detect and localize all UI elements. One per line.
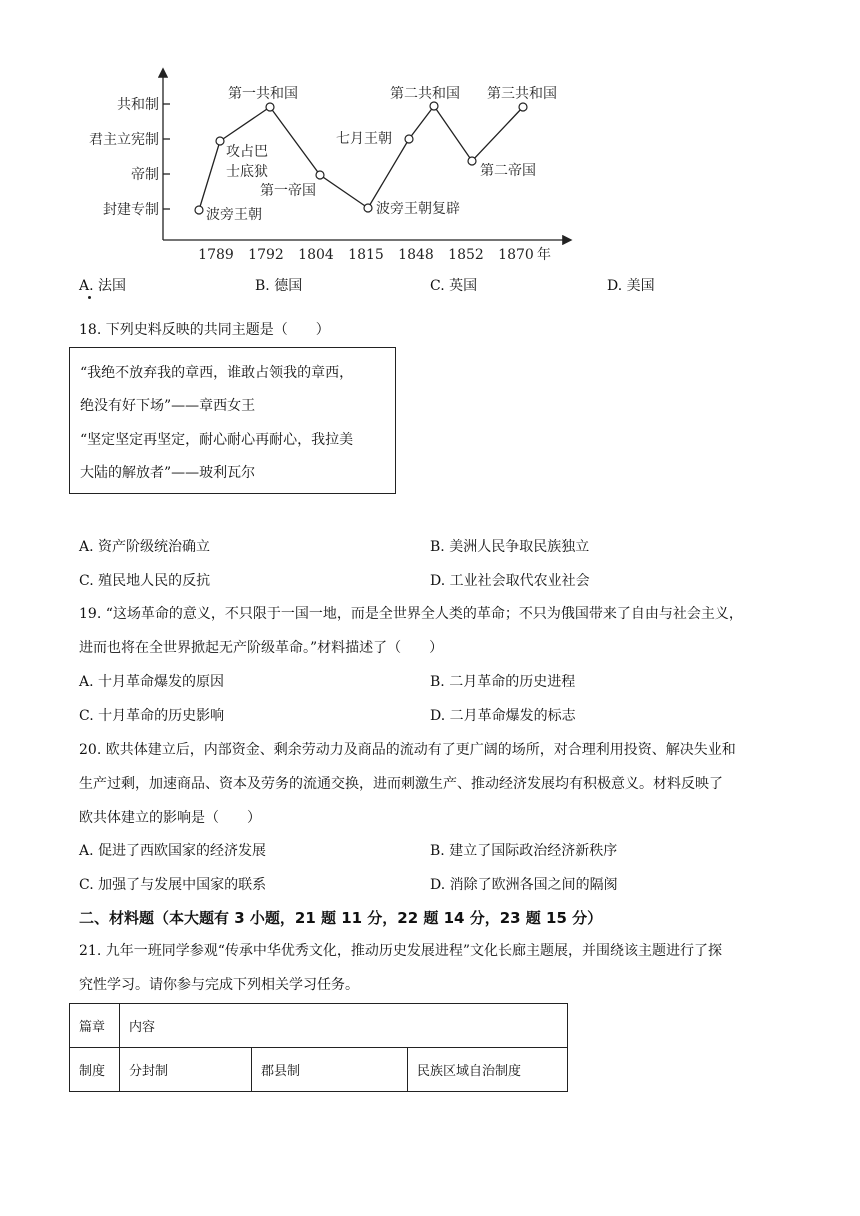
x-label-1804: 1804 [298,247,334,263]
q18-quote-line-4: 大陆的解放者”——玻利瓦尔 [80,465,256,481]
table-cell: 分封制 [120,1048,252,1092]
q19-option-c[interactable]: C. 十月革命的历史影响 [79,708,225,724]
point-third-republic [519,103,527,111]
point-restoration [364,204,372,212]
q18-option-c[interactable]: C. 殖民地人民的反抗 [79,573,211,589]
label-second-republic: 第二共和国 [390,86,460,102]
point-bastille [216,137,224,145]
q18-option-d[interactable]: D. 工业社会取代农业社会 [430,573,590,589]
y-label-feudal-autocracy: 封建专制 [103,202,159,218]
q21-stem-line-1: 21. 九年一班同学参观“传承中华优秀文化，推动历史发展进程”文化长廊主题展，并围绕该主题进行了探 [79,943,723,959]
q20-option-d[interactable]: D. 消除了欧洲各国之间的隔阂 [430,877,618,893]
q20-option-b[interactable]: B. 建立了国际政治经济新秩序 [430,843,618,859]
x-label-1792: 1792 [248,247,284,263]
q18-quote-line-2: 绝没有好下场”——章西女王 [80,398,256,414]
q21-stem-line-2: 究性学习。请你参与完成下列相关学习任务。 [79,977,359,993]
q19-stem-line-1: 19. “这场革命的意义，不只限于一国一地，而是全世界全人类的革命；不只为俄国带来了自由与社会主义， [79,606,743,622]
point-bourbon [195,206,203,214]
regime-chart [70,62,580,267]
point-first-republic [266,103,274,111]
q18-quote-line-3: “坚定坚定再坚定，耐心耐心再耐心，我拉美 [80,432,354,448]
label-bastille-2: 士底狱 [226,164,268,180]
label-first-empire: 第一帝国 [260,183,316,199]
y-label-constitutional-monarchy: 君主立宪制 [89,132,159,148]
q18-quote-box [69,347,396,494]
table-cell: 内容 [120,1004,568,1048]
x-label-1852: 1852 [448,247,484,263]
x-label-1789: 1789 [198,247,234,263]
point-second-empire [468,157,476,165]
q17-option-marker [88,296,91,299]
label-third-republic: 第三共和国 [487,86,557,102]
label-bourbon: 波旁王朝 [206,207,262,223]
x-label-1848: 1848 [398,247,434,263]
section-heading: 二、材料题（本大题有 3 小题，21 题 11 分，22 题 14 分，23 题 15 分） [79,909,603,927]
q17-option-d[interactable]: D. 美国 [607,278,655,294]
x-unit: 年 [537,247,551,263]
point-first-empire [316,171,324,179]
q18-quote-line-1: “我绝不放弃我的章西，谁敢占领我的章西， [80,365,354,381]
q20-stem-line-2: 生产过剩，加速商品、资本及劳务的流通交换，进而刺激生产、推动经济发展均有积极意义。材料反映了 [79,776,723,792]
point-second-republic [430,102,438,110]
q20-stem-line-1: 20. 欧共体建立后，内部资金、剩余劳动力及商品的流动有了更广阔的场所，对合理利用投资、解决失业和 [79,742,736,758]
q18-stem: 18. 下列史料反映的共同主题是（ ） [79,322,330,338]
q19-option-d[interactable]: D. 二月革命爆发的标志 [430,708,576,724]
q20-option-c[interactable]: C. 加强了与发展中国家的联系 [79,877,267,893]
point-july-monarchy [405,135,413,143]
q17-option-a[interactable]: A. 法国 [79,278,127,294]
q17-option-c[interactable]: C. 英国 [430,278,478,294]
q19-stem-line-2: 进而也将在全世界掀起无产阶级革命。”材料描述了（ ） [79,640,444,656]
table-cell: 民族区域自治制度 [408,1048,568,1092]
q19-option-b[interactable]: B. 二月革命的历史进程 [430,674,576,690]
label-july-monarchy: 七月王朝 [336,131,392,147]
table-row [70,1048,568,1092]
table-row [70,1004,568,1048]
label-first-republic: 第一共和国 [228,86,298,102]
y-label-republic: 共和制 [117,97,159,113]
table-cell: 篇章 [70,1004,120,1048]
x-label-1870: 1870 [498,247,534,263]
q18-option-a[interactable]: A. 资产阶级统治确立 [79,539,211,555]
q20-option-a[interactable]: A. 促进了西欧国家的经济发展 [79,843,267,859]
table-cell: 制度 [70,1048,120,1092]
q20-stem-line-3: 欧共体建立的影响是（ ） [79,810,261,826]
y-label-empire: 帝制 [131,167,159,183]
q19-option-a[interactable]: A. 十月革命爆发的原因 [79,674,225,690]
q18-option-b[interactable]: B. 美洲人民争取民族独立 [430,539,590,555]
label-bastille-1: 攻占巴 [226,144,268,160]
label-restoration: 波旁王朝复辟 [376,201,460,217]
x-label-1815: 1815 [348,247,384,263]
label-second-empire: 第二帝国 [480,163,536,179]
table-cell: 郡县制 [252,1048,408,1092]
q17-option-b[interactable]: B. 德国 [255,278,303,294]
q21-table [69,1003,568,1092]
